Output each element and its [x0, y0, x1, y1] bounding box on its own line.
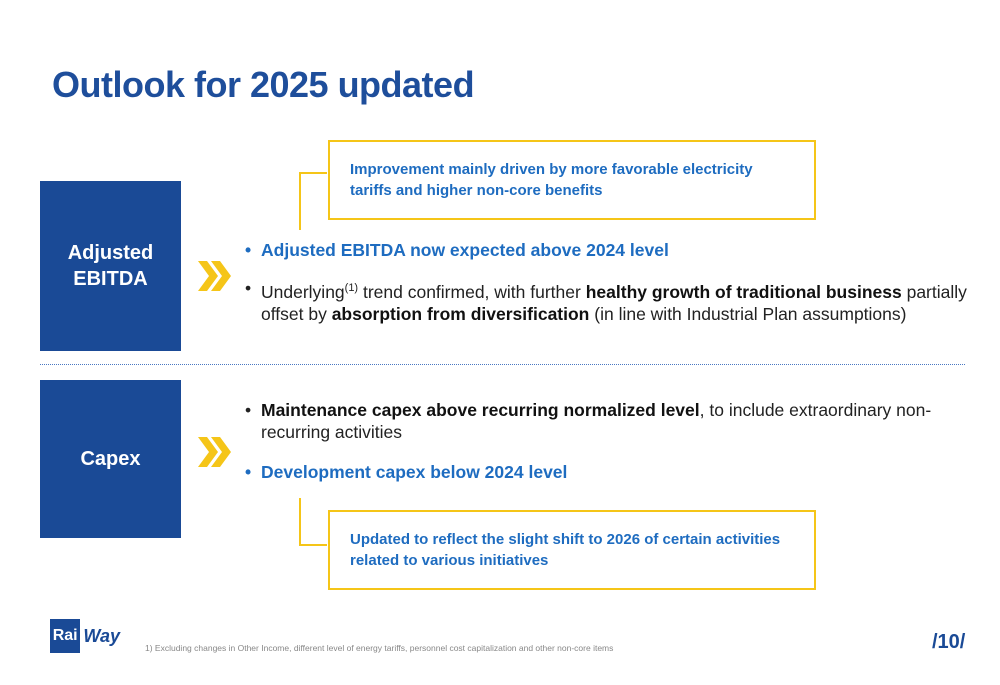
ebitda-label: Adjusted EBITDA: [67, 242, 154, 290]
capex-label: Capex: [80, 448, 141, 470]
page-number: /10/: [932, 631, 966, 653]
capex-note-connector: [299, 498, 327, 546]
ebitda-note-text: Improvement mainly driven by more favorable electricity tariffs and higher non-core benefits: [350, 161, 753, 199]
ebitda-note-connector: [299, 172, 327, 230]
section-divider: [40, 364, 965, 365]
ebitda-bullet-2: • Underlying$^{(1)}$ trend confirmed, with further healthy growth of traditional business partially offset by absorption from diversification (in line with Industrial Plan assumptions): [245, 278, 967, 324]
ebitda-bullets: [245, 239, 975, 341]
capex-bullets: [245, 399, 975, 499]
ebitda-note-box: [328, 140, 816, 220]
logo-way: Way: [83, 625, 120, 646]
capex-note-text: Updated to reflect the slight shift to 2026 of certain activities related to various initiatives: [350, 531, 781, 569]
capex-bullet-2: • Development capex below 2024 level: [245, 462, 568, 482]
capex-note-box: [328, 510, 816, 590]
rai-way-logo: [50, 619, 120, 653]
capex-label-box: [40, 380, 181, 538]
ebitda-label-box: [40, 181, 181, 351]
logo-rai: Rai: [50, 619, 80, 653]
capex-bullet-1: • Maintenance capex above recurring normalized level, to include extraordinary non-recurring activities: [245, 400, 932, 442]
page-title: Outlook for 2025 updated: [52, 64, 475, 105]
footnote: 1) Excluding changes in Other Income, different level of energy tariffs, personnel cost capitalization and other non-core items: [145, 643, 614, 653]
ebitda-bullet-1: • Adjusted EBITDA now expected above 2024 level: [245, 240, 669, 260]
chevron-double-right-icon: [198, 261, 234, 291]
chevron-double-right-icon: [198, 437, 234, 467]
